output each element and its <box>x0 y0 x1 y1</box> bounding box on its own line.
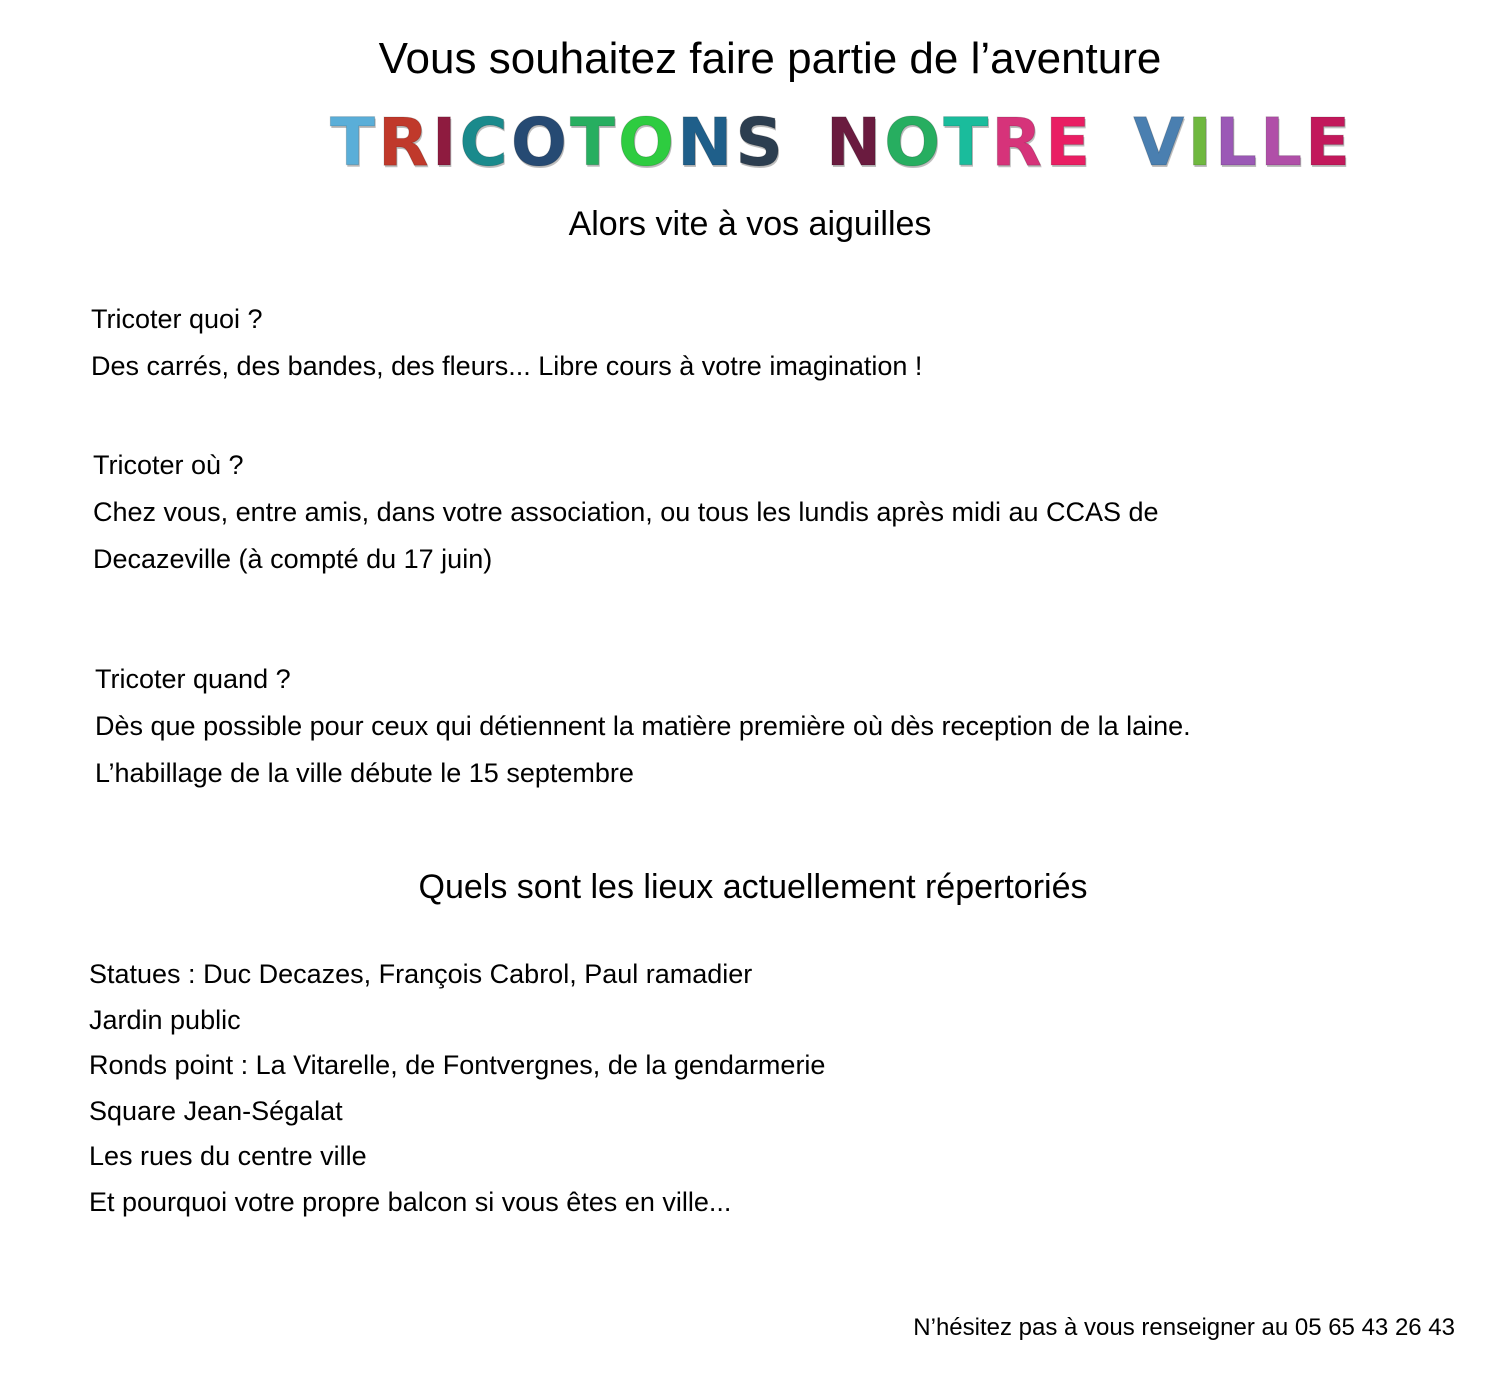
section-quand <box>95 656 1191 797</box>
page-title: Vous souhaitez faire partie de l’aventure <box>378 34 1162 83</box>
section-line: Chez vous, entre amis, dans votre association, ou tous les lundis après midi au CCAS de <box>93 497 1159 527</box>
logo-letter: R <box>378 104 432 181</box>
logo-letter: T <box>943 104 992 181</box>
section-ou <box>93 442 1159 583</box>
logo-word <box>330 104 786 181</box>
places-title: Quels sont les lieux actuellement répertoriés <box>418 868 1088 906</box>
section-line: L’habillage de la ville débute le 15 septembre <box>95 758 634 788</box>
logo-letter: O <box>884 104 944 181</box>
logo-letter: I <box>1187 104 1215 181</box>
section-line: Dès que possible pour ceux qui détiennent la matière première où dès reception de la laine. <box>95 711 1191 741</box>
place-item: Statues : Duc Decazes, François Cabrol, Paul ramadier <box>89 959 753 989</box>
section-line: Decazeville (à compté du 17 juin) <box>93 544 493 574</box>
logo-letter: T <box>569 104 618 181</box>
place-item: Square Jean-Ségalat <box>89 1095 343 1126</box>
logo-letter: N <box>825 104 885 181</box>
section-line: Des carrés, des bandes, des fleurs... Libre cours à votre imagination ! <box>91 351 923 381</box>
section-question: Tricoter quoi ? <box>91 304 263 334</box>
logo-letter: S <box>735 104 786 181</box>
subtitle: Alors vite à vos aiguilles <box>568 205 932 243</box>
logo-word <box>826 104 1093 181</box>
place-item: Les rues du centre ville <box>89 1141 367 1171</box>
section-question: Tricoter quand ? <box>95 664 291 694</box>
logo-letter: V <box>1133 104 1188 181</box>
logo-letter: E <box>1045 104 1094 181</box>
logo-letter: T <box>330 104 379 181</box>
tricotons-notre-ville-logo <box>330 104 1354 194</box>
logo-letter: O <box>618 104 678 181</box>
logo-letter: L <box>1214 104 1260 181</box>
logo-letter: N <box>677 104 736 181</box>
place-item: Et pourquoi votre propre balcon si vous êtes en ville... <box>89 1186 732 1217</box>
logo-word <box>1133 104 1353 181</box>
logo-letter: O <box>510 104 570 181</box>
place-item: Jardin public <box>89 1004 241 1035</box>
logo-letter: C <box>459 104 511 181</box>
section-quoi <box>91 296 922 390</box>
logo-letter: R <box>991 104 1046 181</box>
logo-letter: L <box>1259 104 1305 181</box>
logo-letter: E <box>1305 104 1354 181</box>
section-question: Tricoter où ? <box>93 450 244 480</box>
place-item: Ronds point : La Vitarelle, de Fontvergnes, de la gendarmerie <box>89 1050 826 1080</box>
contact-phone: N’hésitez pas à vous renseigner au 05 65 43 26 43 <box>913 1314 1455 1341</box>
places-list <box>89 952 825 1225</box>
logo-letter: I <box>431 104 460 181</box>
